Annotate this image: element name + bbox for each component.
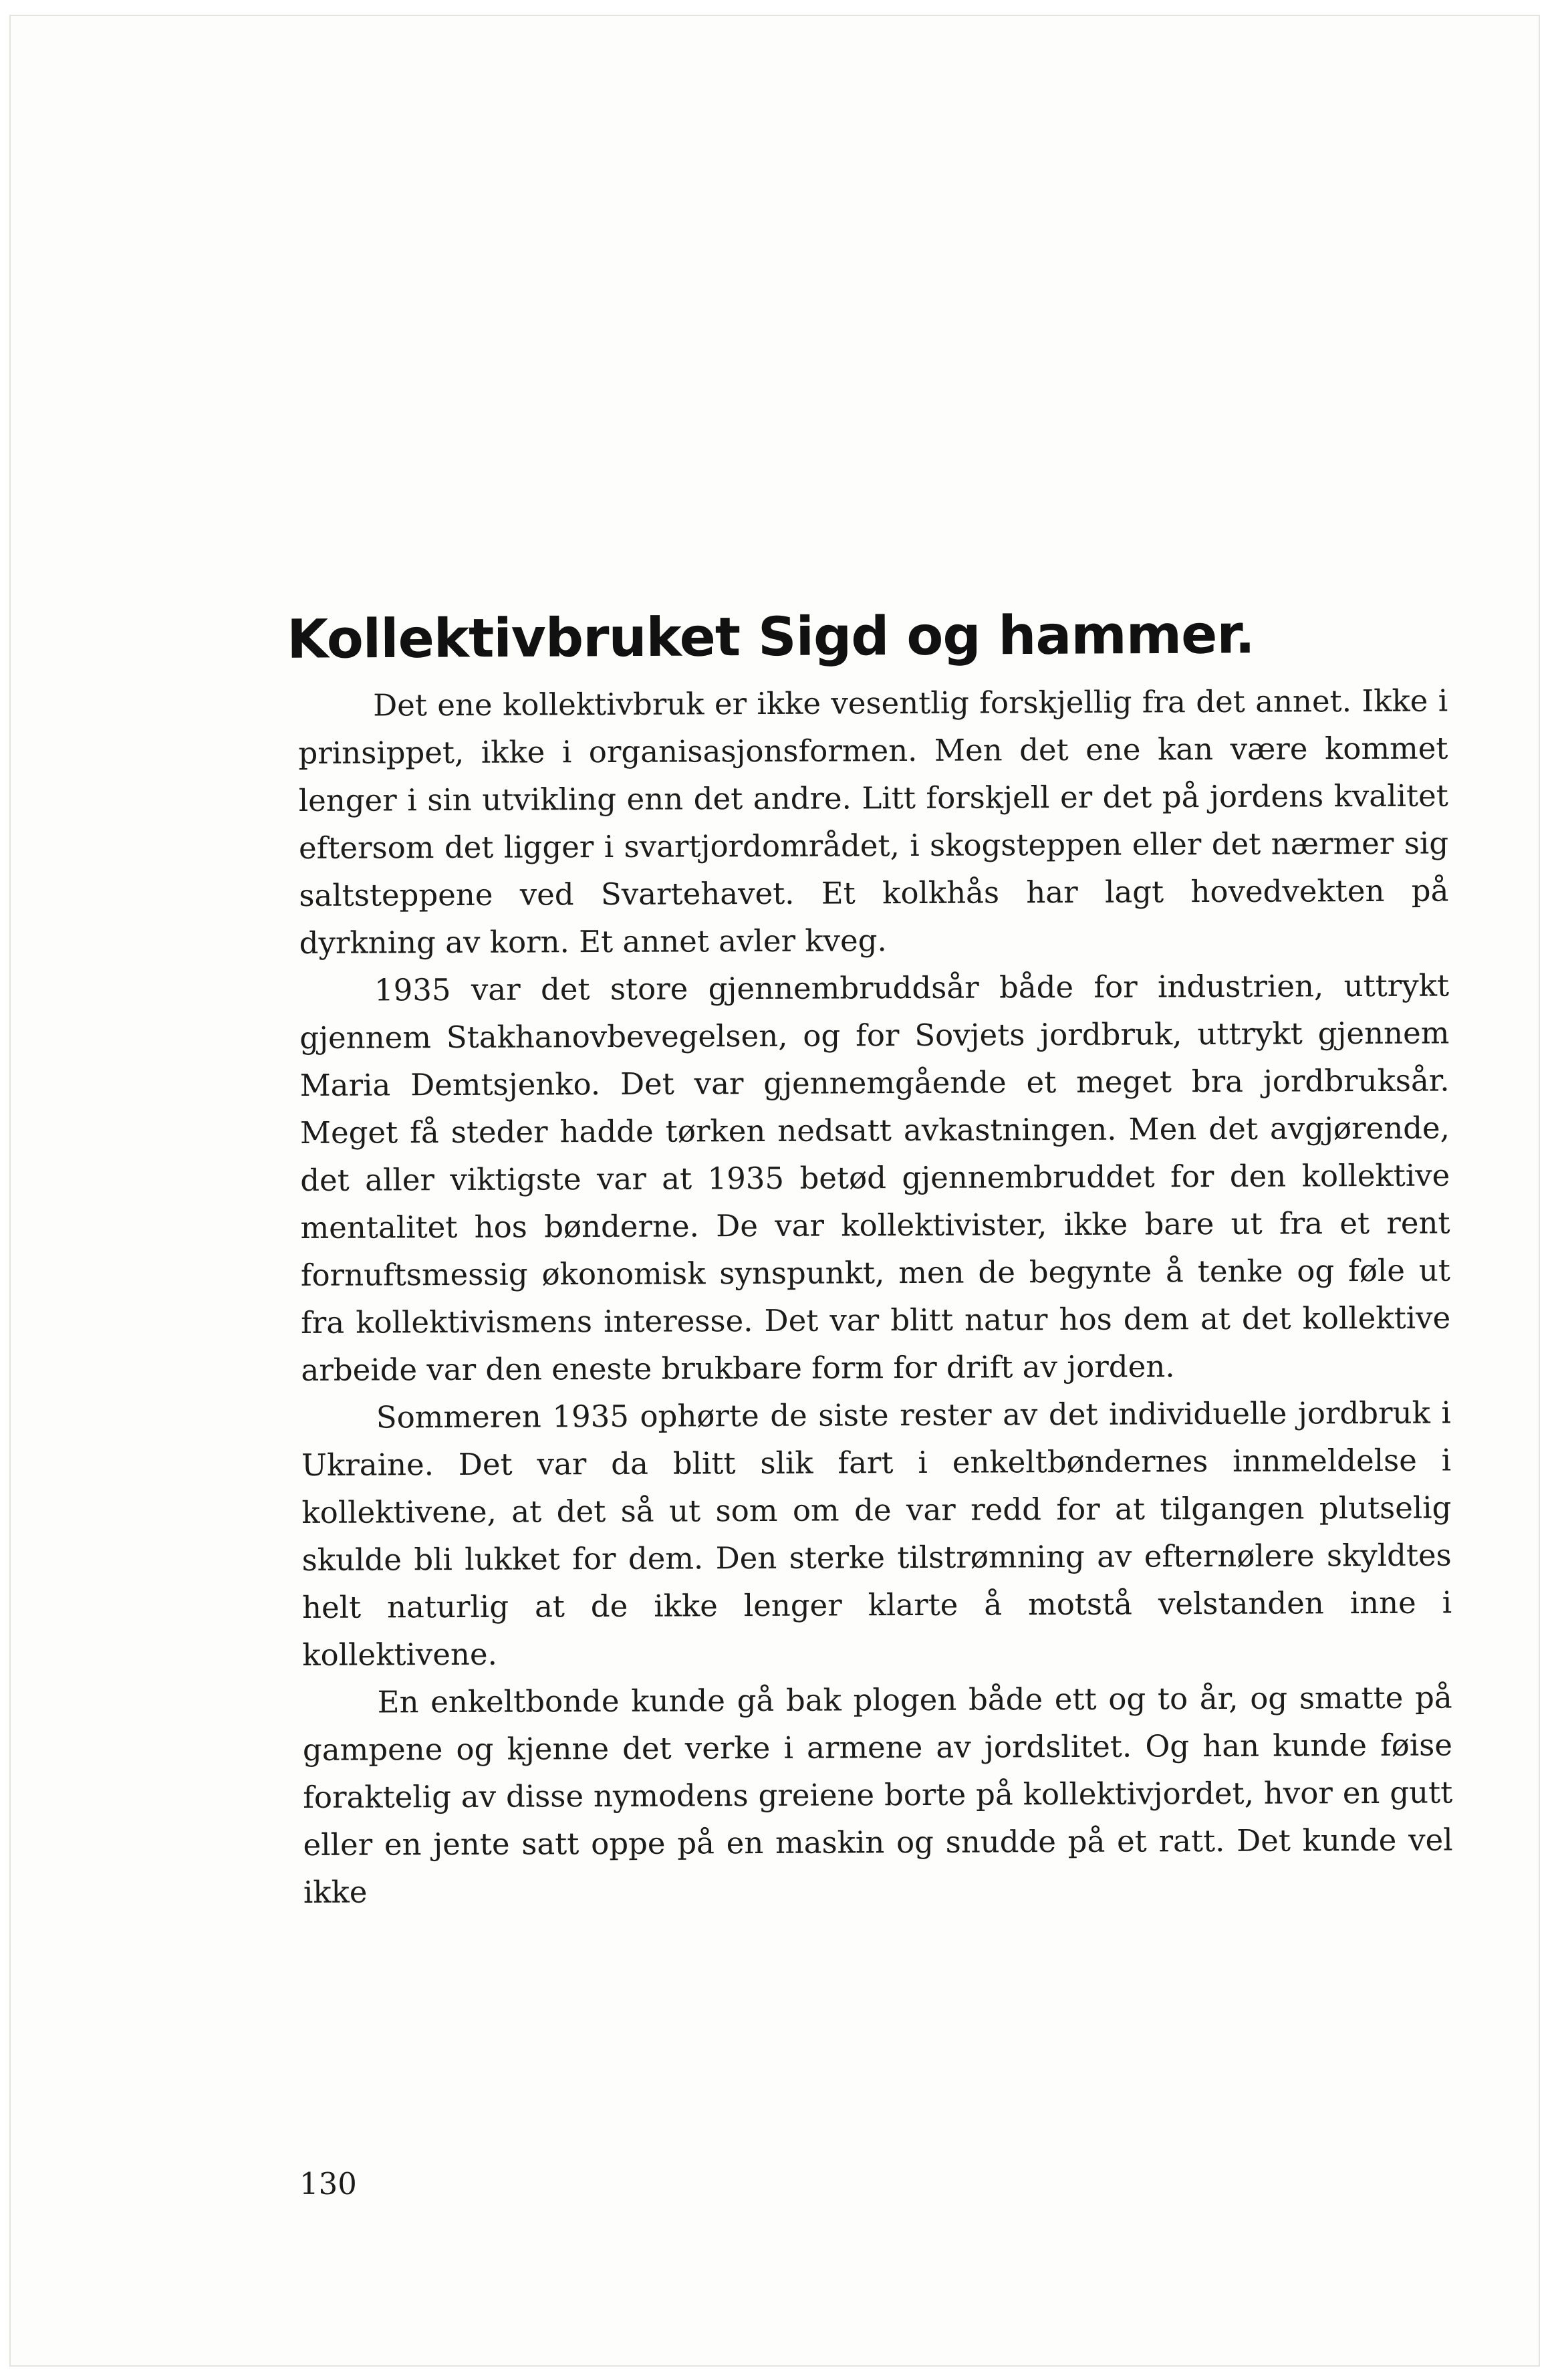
paragraph-3: Sommeren 1935 ophørte de siste rester av det individuelle jordbruk i Ukraine. Det var da blitt slik fart i enkeltbøndernes innmeldelse i kollektivene, at det så ut som om de var redd for at tilgangen plutselig skulde bli lukket for dem. Den sterke tilstrømning av efternølere skyldtes helt naturlig at de ikke lenger klarte å motstå velstanden inne i kollektivene. [301,1395,1452,1673]
paragraph-1: Det ene kollektivbruk er ikke vesentlig forskjellig fra det annet. Ikke i prinsippet, ikke i organisasjonsformen. Men det ene kan være kommet lenger i sin utvikling enn det andre. Litt forskjell er det på jordens kvalitet eftersom det ligger i svartjordområdet, i skogsteppen eller det nærmer sig saltsteppene ved Svartehavet. Et kolkhås har lagt hovedvekten på dyrkning av korn. Et annet avler kveg. [298,683,1449,961]
paragraph-2: 1935 var det store gjennembruddsår både for industrien, uttrykt gjennem Stakhanovbevegelsen, og for Sovjets jordbruk, uttrykt gjennem Maria Demtsjenko. Det var gjennemgående et meget bra jordbruksår. Meget få steder hadde tørken nedsatt avkastningen. Men det avgjørende, det aller viktigste var at 1935 betød gjennembruddet for den kollektive mentalitet hos bønderne. De var kollektivister, ikke bare ut fra et rent fornuftsmessig økonomisk synspunkt, men de begynte å tenke og føle ut fra kollektivismens interesse. Det var blitt natur hos dem at det kollektive arbeide var den eneste brukbare form for drift av jorden. [299,967,1451,1388]
chapter-title: Kollektivbruket Sigd og hammer. [286,602,1255,671]
paragraph-4: En enkeltbonde kunde gå bak plogen både ett og to år, og smatte på gampene og kjenne det verke i armene av jordslitet. Og han kunde føise foraktelig av disse nymodens greiene borte på kollektivjordet, hvor en gutt eller en jente satt oppe på en maskin og snudde på et ratt. Det kunde vel ikke [302,1679,1453,1910]
body-text [298,677,1453,1915]
page-number: 130 [299,2166,357,2202]
